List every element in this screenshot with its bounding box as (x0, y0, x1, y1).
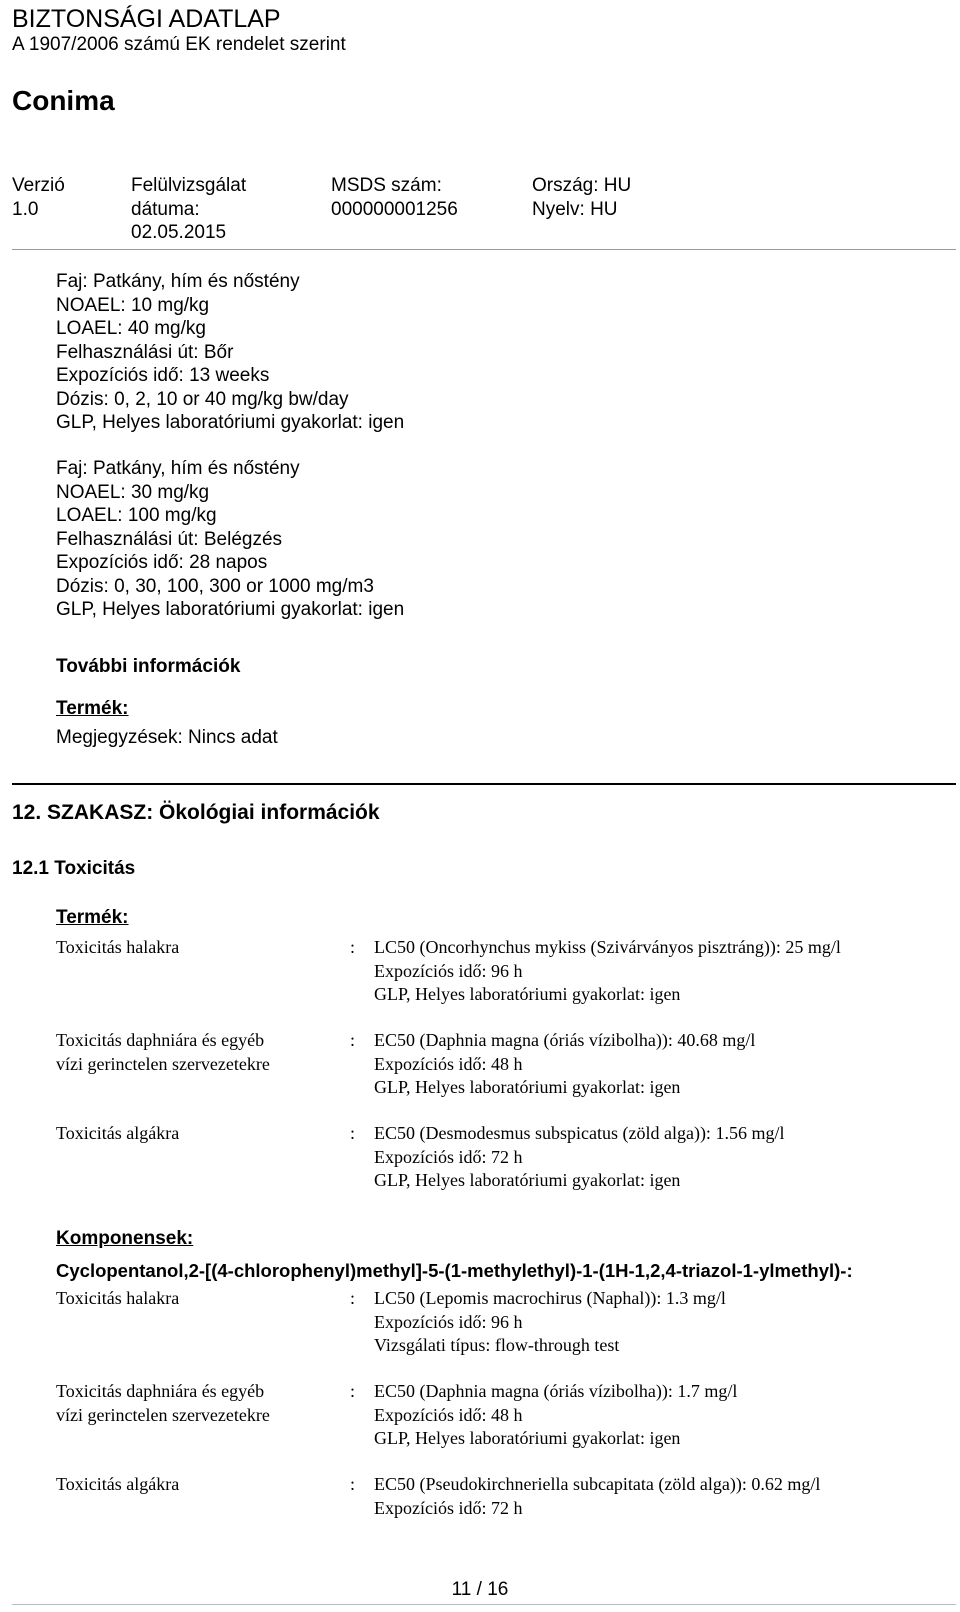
row-values (374, 936, 841, 1007)
row-value-line: EC50 (Desmodesmus subspicatus (zöld alga)): 1.56 mg/l (374, 1123, 785, 1143)
row-value-line: Expozíciós idő: 96 h (374, 960, 523, 981)
row-label (56, 1029, 336, 1076)
study-line: LOAEL: 40 mg/kg (56, 318, 206, 339)
version-label: Verzió (12, 175, 65, 196)
remarks-text: Megjegyzések: Nincs adat (56, 727, 278, 748)
row-value-line: GLP, Helyes laboratóriumi gyakorlat: igen (374, 1428, 681, 1448)
row-label-line: Toxicitás daphniára és egyéb (56, 1381, 265, 1401)
study-line: GLP, Helyes laboratóriumi gyakorlat: igen (56, 412, 405, 433)
study-line: NOAEL: 30 mg/kg (56, 481, 210, 503)
header-divider (12, 249, 956, 250)
row-colon: : (350, 1123, 356, 1143)
row-label-line: Toxicitás daphniára és egyéb (56, 1030, 265, 1050)
study-line: NOAEL: 10 mg/kg (56, 294, 210, 316)
row-label-line: Toxicitás algákra (56, 1474, 180, 1494)
remarks (56, 726, 278, 750)
row-value-line: GLP, Helyes laboratóriumi gyakorlat: igen (374, 1170, 681, 1190)
row-label (56, 1287, 336, 1311)
section-title: 12. SZAKASZ: Ökológiai információk (12, 801, 380, 824)
msds-number: 000000001256 (331, 198, 458, 220)
row-value-line: GLP, Helyes laboratóriumi gyakorlat: igen (374, 1077, 681, 1097)
regulation-subtitle: A 1907/2006 számú EK rendelet szerint (12, 34, 346, 55)
section-divider (12, 783, 956, 785)
row-values (374, 1380, 737, 1451)
country: Ország: HU (532, 175, 632, 196)
version-value: 1.0 (12, 198, 39, 220)
row-values (374, 1287, 726, 1358)
study-line: Expozíciós idő: 13 weeks (56, 365, 270, 386)
revision-block (131, 174, 246, 245)
component-name: Cyclopentanol,2-[(4-chlorophenyl)methyl]-5-(1-methylethyl)-1-(1H-1,2,4-triazol-1-ylmethyl)-: (56, 1260, 853, 1281)
version-block (12, 174, 65, 221)
product-toxicity-label: Termék: (56, 907, 129, 928)
product-label: Termék: (56, 698, 129, 719)
row-value-line: LC50 (Lepomis macrochirus (Naphal)): 1.3 mg/l (374, 1288, 726, 1308)
row-value-line: Expozíciós idő: 48 h (374, 1053, 523, 1074)
row-colon: : (350, 1288, 356, 1308)
row-label-line: vízi gerinctelen szervezetekre (56, 1053, 270, 1074)
row-colon: : (350, 1474, 356, 1494)
row-label-line: vízi gerinctelen szervezetekre (56, 1404, 270, 1425)
row-values (374, 1029, 755, 1100)
row-values (374, 1122, 784, 1193)
row-value-line: Vizsgálati típus: flow-through test (374, 1335, 620, 1355)
study-line: Dózis: 0, 30, 100, 300 or 1000 mg/m3 (56, 575, 374, 597)
row-value-line: EC50 (Daphnia magna (óriás vízibolha)): 1.7 mg/l (374, 1381, 738, 1401)
further-info-heading: További információk (56, 656, 241, 677)
document-title: BIZTONSÁGI ADATLAP (12, 5, 281, 33)
row-value-line: LC50 (Oncorhynchus mykiss (Szivárványos pisztráng)): 25 mg/l (374, 937, 841, 957)
revision-label-line1: Felülvizsgálat (131, 175, 247, 196)
row-label (56, 936, 336, 960)
row-value-line: Expozíciós idő: 96 h (374, 1311, 523, 1332)
page-number: 11 / 16 (451, 1579, 509, 1600)
msds-label: MSDS szám: (331, 175, 442, 196)
row-value-line: GLP, Helyes laboratóriumi gyakorlat: igen (374, 984, 681, 1004)
row-label-line: Toxicitás halakra (56, 937, 180, 957)
msds-block (331, 174, 458, 221)
components-label: Komponensek: (56, 1228, 194, 1249)
study-line: Felhasználási út: Bőr (56, 341, 234, 363)
row-value-line: Expozíciós idő: 72 h (374, 1497, 523, 1518)
row-value-line: EC50 (Pseudokirchneriella subcapitata (zöld alga)): 0.62 mg/l (374, 1474, 821, 1494)
revision-label-line2: dátuma: (131, 198, 200, 220)
study-line: Faj: Patkány, hím és nőstény (56, 458, 300, 479)
row-label (56, 1122, 336, 1146)
row-label (56, 1380, 336, 1427)
row-label-line: Toxicitás halakra (56, 1288, 180, 1308)
row-colon: : (350, 937, 356, 957)
locale-block (532, 174, 631, 221)
row-label (56, 1473, 336, 1497)
study-line: GLP, Helyes laboratóriumi gyakorlat: igen (56, 599, 405, 620)
footer-divider (12, 1604, 956, 1605)
row-value-line: Expozíciós idő: 48 h (374, 1404, 523, 1425)
row-colon: : (350, 1381, 356, 1401)
row-colon: : (350, 1030, 356, 1050)
revision-date: 02.05.2015 (131, 222, 227, 243)
study-line: LOAEL: 100 mg/kg (56, 505, 217, 526)
row-label-line: Toxicitás algákra (56, 1123, 180, 1143)
product-name: Conima (12, 85, 115, 116)
row-values (374, 1473, 820, 1520)
study-line: Expozíciós idő: 28 napos (56, 552, 268, 573)
study-block-inhalation (56, 457, 404, 622)
row-value-line: Expozíciós idő: 72 h (374, 1146, 523, 1167)
row-value-line: EC50 (Daphnia magna (óriás vízibolha)): 40.68 mg/l (374, 1030, 756, 1050)
study-line: Felhasználási út: Belégzés (56, 528, 283, 550)
study-line: Faj: Patkány, hím és nőstény (56, 271, 300, 292)
study-block-dermal (56, 270, 404, 435)
subsection-title: 12.1 Toxicitás (12, 858, 136, 879)
language: Nyelv: HU (532, 198, 618, 220)
study-line: Dózis: 0, 2, 10 or 40 mg/kg bw/day (56, 388, 349, 410)
